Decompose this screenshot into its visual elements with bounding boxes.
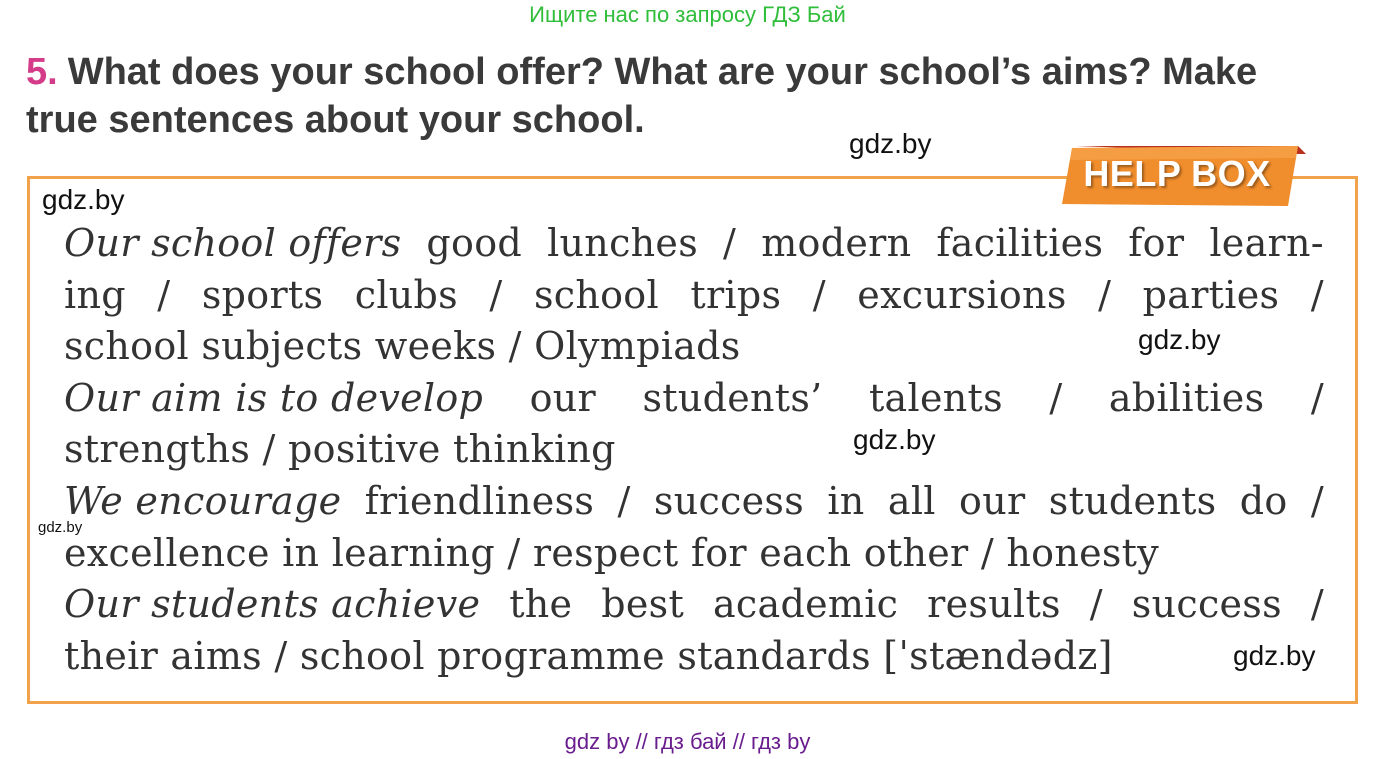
help-box-word: the bbox=[509, 582, 573, 627]
help-box-word: students’ bbox=[642, 375, 823, 420]
help-box-word: success bbox=[1131, 582, 1282, 627]
help-box-word: / bbox=[1310, 478, 1324, 523]
help-box-line bbox=[64, 631, 1324, 683]
help-box-word: / bbox=[1089, 582, 1103, 627]
help-box-line bbox=[64, 373, 1324, 425]
help-box-word: ing bbox=[64, 272, 126, 317]
help-box-label: HELP BOX bbox=[1083, 153, 1271, 194]
footer-links: gdz by // гдз бай // гдз by bbox=[564, 729, 811, 754]
sentence-starter: Our aim is to develop bbox=[64, 375, 484, 420]
help-box-word: in bbox=[827, 478, 865, 523]
help-box-word: our bbox=[959, 478, 1026, 523]
help-box-word: / bbox=[1310, 582, 1324, 627]
help-box-line bbox=[64, 321, 1324, 373]
help-box-word: / bbox=[489, 272, 503, 317]
help-box-line bbox=[64, 476, 1324, 528]
help-box-word: / bbox=[1310, 272, 1324, 317]
help-box-word: success bbox=[653, 478, 805, 523]
watermark: gdz.by bbox=[42, 184, 125, 215]
help-box-word: learn- bbox=[1209, 221, 1324, 265]
help-box-word: results bbox=[927, 582, 1061, 627]
exercise-title-line-2: true sentences about your school. bbox=[26, 99, 645, 141]
help-box-word: school bbox=[533, 272, 659, 317]
help-box-word: our bbox=[529, 375, 597, 420]
watermark: gdz.by bbox=[38, 519, 83, 536]
help-box-word: all bbox=[887, 478, 936, 523]
help-box-line bbox=[64, 528, 1324, 580]
help-box-word: / bbox=[617, 478, 631, 523]
exercise-title-line-1: What does your school offer? What are your school’s aims? Make bbox=[67, 51, 1258, 93]
help-box-line bbox=[64, 424, 1324, 476]
help-box-word: abilities bbox=[1108, 375, 1265, 420]
exercise-title bbox=[26, 48, 1371, 144]
help-box-word: for bbox=[1128, 221, 1185, 265]
sentence-starter: We encourage bbox=[64, 478, 342, 523]
help-box-word: clubs bbox=[354, 272, 458, 317]
sentence-starter: Our students achieve bbox=[64, 582, 481, 627]
help-box-word: modern bbox=[761, 221, 912, 265]
watermark: gdz.by bbox=[849, 128, 932, 159]
help-box-line bbox=[64, 270, 1324, 322]
help-box-word: excursions bbox=[857, 272, 1067, 317]
help-box-word: facilities bbox=[936, 221, 1104, 265]
help-box-word: excellence in learning / respect for each other / honesty bbox=[64, 530, 1160, 575]
help-box-word: trips bbox=[690, 272, 782, 317]
help-box-word: / bbox=[1098, 272, 1112, 317]
help-box-word: do bbox=[1239, 478, 1288, 523]
help-box-word: parties bbox=[1142, 272, 1280, 317]
watermark: gdz.by bbox=[1138, 324, 1221, 355]
help-box-word: strengths / positive thinking bbox=[64, 427, 616, 472]
help-box-word: students bbox=[1048, 478, 1217, 523]
help-box-word: academic bbox=[712, 582, 899, 627]
help-box-word: sports bbox=[201, 272, 324, 317]
watermark: gdz.by bbox=[853, 424, 936, 455]
help-box-word: / bbox=[1310, 375, 1324, 420]
help-box-line bbox=[64, 579, 1324, 631]
help-box-word: best bbox=[601, 582, 685, 627]
exercise-number: 5. bbox=[26, 51, 58, 93]
help-box-word: / bbox=[812, 272, 826, 317]
help-box-word: talents bbox=[868, 375, 1003, 420]
help-box-line bbox=[64, 218, 1324, 270]
help-box-word: good bbox=[426, 221, 523, 265]
sentence-starter: Our school offers bbox=[64, 221, 402, 265]
help-box-word: / bbox=[1049, 375, 1063, 420]
watermark: gdz.by bbox=[1233, 640, 1316, 671]
help-box-word: school subjects weeks / Olympiads bbox=[64, 324, 741, 369]
help-box-word: / bbox=[723, 221, 737, 265]
help-box-word: lunches bbox=[547, 221, 699, 265]
help-box-word: their aims / school programme standards [ˈstændədz] bbox=[64, 633, 1113, 678]
help-box-badge bbox=[1062, 144, 1306, 206]
help-box-word: friendliness bbox=[364, 478, 595, 523]
search-hint: Ищите нас по запросу ГДЗ Бай bbox=[529, 2, 846, 27]
help-box-word: / bbox=[157, 272, 171, 317]
help-box-content bbox=[64, 218, 1324, 682]
